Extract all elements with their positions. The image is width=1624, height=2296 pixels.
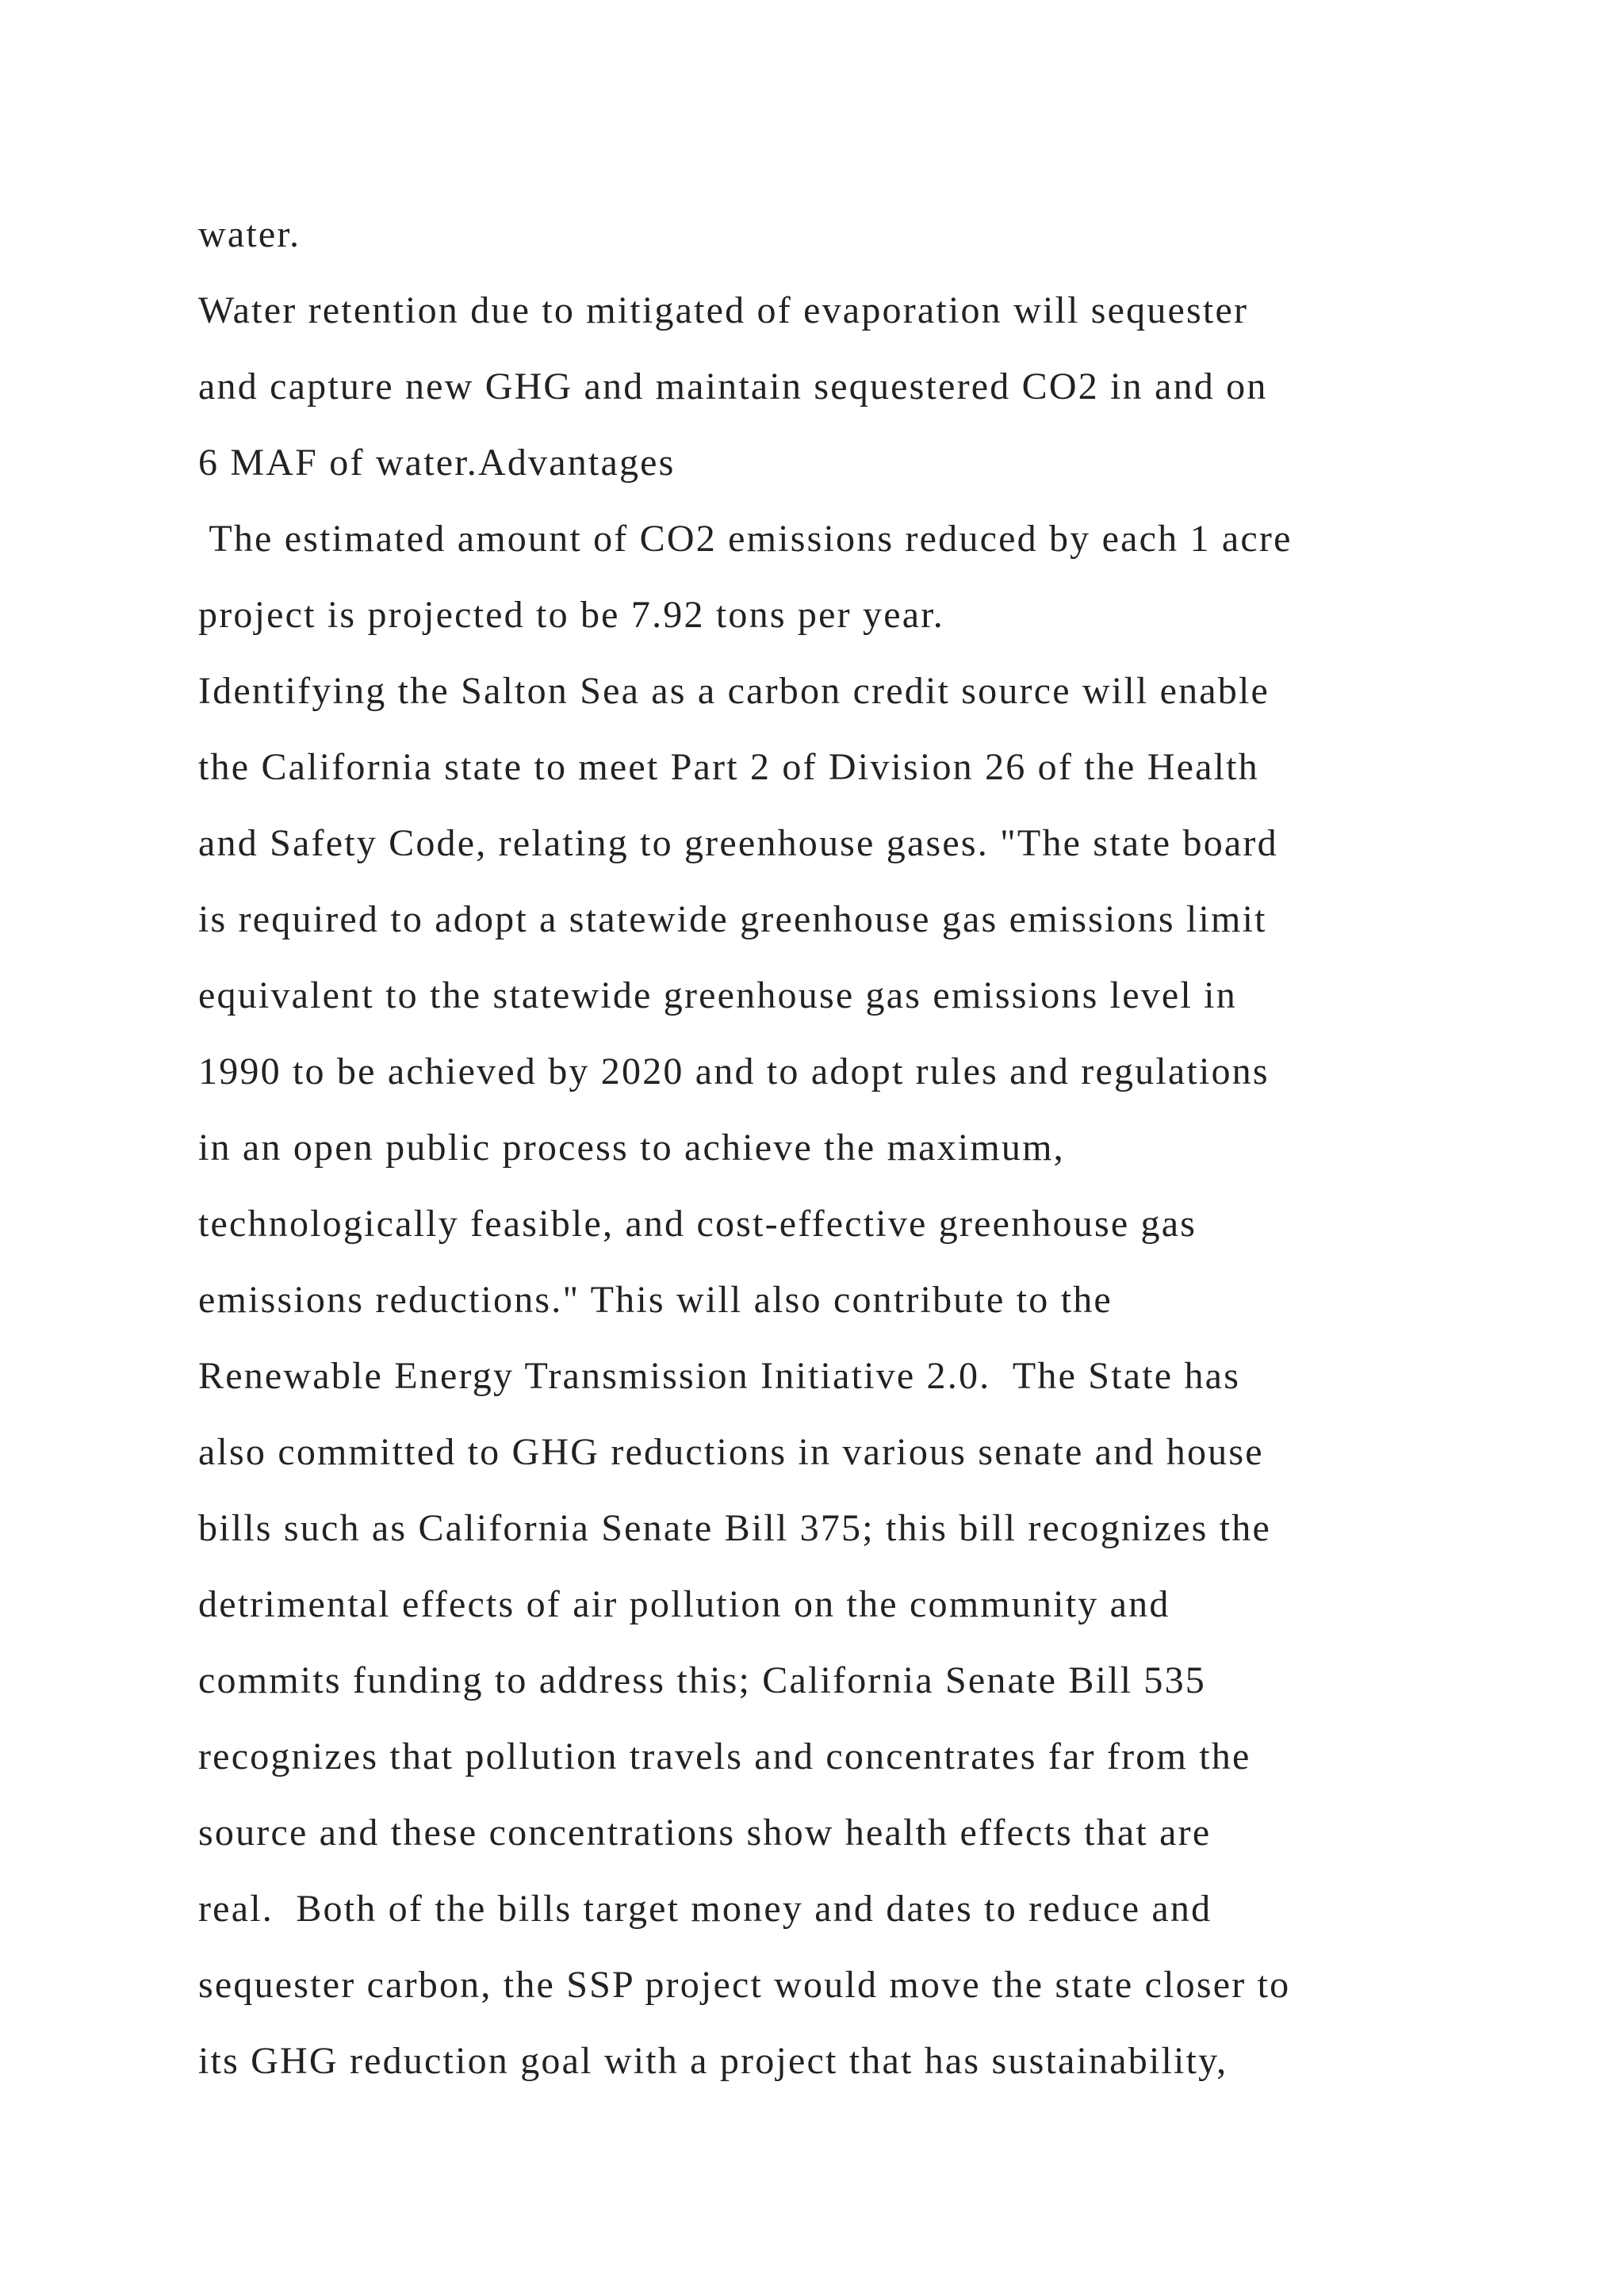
text-line: technologically feasible, and cost-effective greenhouse gas xyxy=(198,1203,1197,1245)
text-line: is required to adopt a statewide greenhouse gas emissions limit xyxy=(198,898,1267,940)
text-line: 1990 to be achieved by 2020 and to adopt rules and regulations xyxy=(198,1050,1270,1093)
text-line: its GHG reduction goal with a project that has sustainability, xyxy=(198,2040,1228,2082)
text-line: Identifying the Salton Sea as a carbon credit source will enable xyxy=(198,670,1270,712)
text-line: source and these concentrations show health effects that are xyxy=(198,1812,1212,1854)
text-line: real. Both of the bills target money and dates to reduce and xyxy=(198,1888,1212,1930)
text-line: Water retention due to mitigated of evaporation will sequester xyxy=(198,289,1249,331)
text-line: also committed to GHG reductions in various senate and house xyxy=(198,1431,1264,1473)
text-line: water. xyxy=(198,213,301,255)
text-line: 6 MAF of water.Advantages xyxy=(198,442,676,484)
text-line: Renewable Energy Transmission Initiative 2.0. The State has xyxy=(198,1355,1241,1397)
text-line: bills such as California Senate Bill 375; this bill recognizes the xyxy=(198,1507,1271,1549)
text-line: detrimental effects of air pollution on the community and xyxy=(198,1583,1170,1625)
text-line: emissions reductions." This will also contribute to the xyxy=(198,1279,1113,1321)
body-text xyxy=(198,197,1530,2099)
text-line: project is projected to be 7.92 tons per year. xyxy=(198,594,944,636)
text-line: commits funding to address this; California Senate Bill 535 xyxy=(198,1659,1206,1701)
text-line: and Safety Code, relating to greenhouse gases. "The state board xyxy=(198,822,1278,864)
text-line: equivalent to the statewide greenhouse gas emissions level in xyxy=(198,974,1237,1016)
text-line: in an open public process to achieve the maximum, xyxy=(198,1127,1065,1169)
text-line: the California state to meet Part 2 of Division 26 of the Health xyxy=(198,746,1259,788)
text-line: and capture new GHG and maintain sequestered CO2 in and on xyxy=(198,365,1268,408)
text-line: recognizes that pollution travels and concentrates far from the xyxy=(198,1735,1251,1777)
text-line: The estimated amount of CO2 emissions reduced by each 1 acre xyxy=(198,518,1293,560)
text-line: sequester carbon, the SSP project would move the state closer to xyxy=(198,1964,1291,2006)
